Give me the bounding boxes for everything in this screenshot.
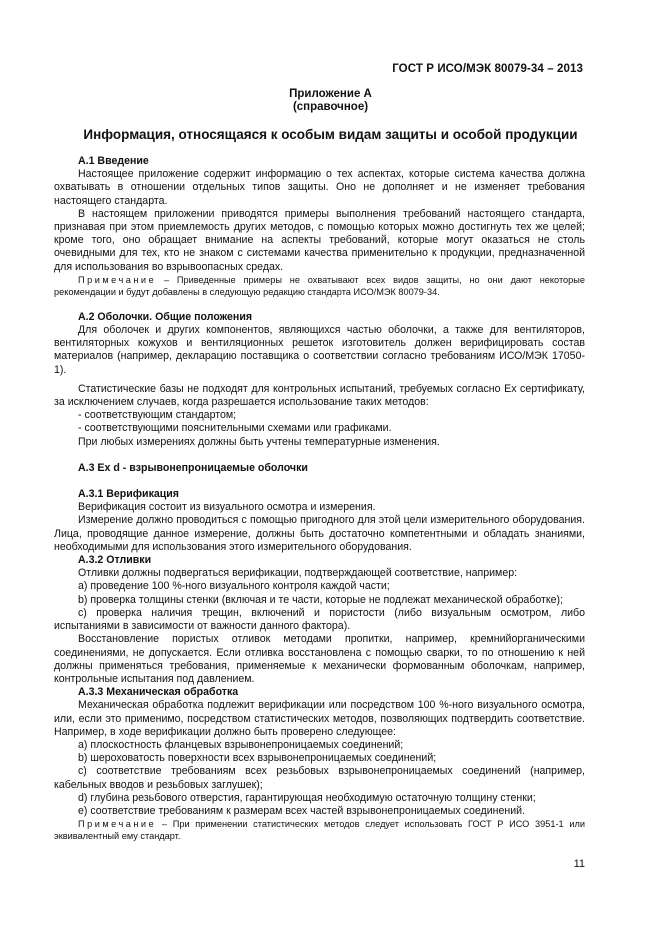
appendix-heading (0, 88, 661, 114)
section-a31-paragraph: Верификация состоит из визуального осмотра и измерения. (78, 501, 376, 514)
section-a2-heading: А.2 Оболочки. Общие положения (78, 310, 253, 323)
section-a1-heading: А.1 Введение (78, 155, 149, 167)
appendix-label: Приложение А (289, 88, 372, 100)
list-item: b) шероховатость поверхности всех взрывонепроницаемых соединений; (78, 752, 437, 765)
list-item: c) проверка наличия трещин, включений и пористости (либо визуальным осмотром, либо испытаниями в зависимости от важности данного фактора). (54, 606, 585, 633)
list-item: d) глубина резьбового отверстия, гарантирующая необходимую остаточную толщину стенки; (78, 791, 536, 804)
list-item: a) проведение 100 %-ного визуального контроля каждой части; (78, 580, 390, 593)
note-text: – Приведенные примеры не охватывают всех видов защиты, но они дают некоторые рекомендации и будут добавлены в следующую редакцию стандарта ИСО/МЭК 80079-34. (54, 274, 585, 297)
section-a32-paragraph: Отливки должны подвергаться верификации, подтверждающей соответствие, например: (78, 567, 518, 580)
section-a31-heading: А.3.1 Верификация (78, 488, 179, 501)
section-a2-paragraph: Для оболочек и других компонентов, являющихся частью оболочки, а также для вентиляторов, вентиляторных кожухов и вентиляционных решеток изготовитель должен верифицировать состав материалов (например, декларацию поставщика о соответствии согласно требованиям ИСО/МЭК 17050-1). (54, 324, 585, 376)
page-number: 11 (573, 858, 585, 870)
document-body (54, 155, 585, 842)
list-item: - соответствующими пояснительными схемами или графиками. (78, 422, 392, 435)
list-item: a) плоскостность фланцевых взрывонепроницаемых соединений; (78, 738, 404, 751)
list-item: b) проверка толщины стенки (включая и те части, которые не подлежат механической обработке); (78, 593, 564, 606)
list-item: - соответствующим стандартом; (78, 409, 237, 422)
section-a32-heading: А.3.2 Отливки (78, 554, 152, 567)
note-label: Примечание (78, 274, 157, 285)
section-a2-paragraph: При любых измерениях должны быть учтены температурные изменения. (78, 435, 440, 448)
standard-header: ГОСТ Р ИСО/МЭК 80079-34 – 2013 (392, 63, 583, 75)
note-label: Примечание (78, 819, 157, 830)
section-a1-paragraph: В настоящем приложении приводятся примеры выполнения требований настоящего стандарта, признавая при этом приемлемость других методов, с помощью которых можно достигнуть тех же целей; кроме того, оно обращает внимание на аспекты требований, которые могут оказаться не столь очевидными для тех, кто не знаком с системами качества применительно к продукции, предназначенной для использования во взрывоопасных средах. (54, 207, 585, 273)
section-a32-paragraph: Восстановление пористых отливок методами пропитки, например, кремнийорганическими соединениями, не допускается. Если отливка восстановлена с помощью сварки, то по отношению к ней должны применяться требования, применяемые к механически формованным оболочкам, например, контрольные испытания под давлением. (54, 633, 585, 685)
list-item: e) соответствие требованиям к размерам всех частей взрывонепроницаемых соединений. (78, 804, 526, 817)
note (54, 274, 585, 298)
section-a33-paragraph: Механическая обработка подлежит верификации или посредством 100 %-ного визуального осмотра, или, если это применимо, посредством статистических методов, позволяющих подтвердить соответствие. Например, в ходе верификации должно быть проверено следующее: (54, 699, 585, 738)
section-a1-paragraph: Настоящее приложение содержит информацию о тех аспектах, которые система качества должна охватывать в отношении отдельных типов защиты. Оно не дополняет и не изменяет требования настоящего стандарта. (54, 168, 585, 207)
section-a31-paragraph: Измерение должно проводиться с помощью пригодного для этой цели измерительного оборудования. Лица, проводящие данное измерение, должны быть достаточно компетентными и обладать знаниями, необходимыми для использования этого измерительного оборудования. (54, 514, 585, 553)
section-a3-heading: А.3 Ex d - взрывонепроницаемые оболочки (78, 461, 308, 474)
section-a2-paragraph: Статистические базы не подходят для контрольных испытаний, требуемых согласно Ex сертификату, за исключением случаев, когда разрешается использование таких методов: (54, 382, 585, 409)
page-title: Информация, относящаяся к особым видам защиты и особой продукции (83, 127, 578, 142)
appendix-type: (справочное) (292, 101, 369, 113)
section-a33-heading: А.3.3 Механическая обработка (78, 686, 239, 699)
note (54, 818, 585, 842)
list-item: c) соответствие требованиям всех резьбовых взрывонепроницаемых соединений (например, кабельных вводов и резьбовых заглушек); (54, 765, 585, 791)
note-text: – При применении статистических методов следует использовать ГОСТ Р ИСО 3951-1 или эквивалентный ему стандарт. (54, 819, 585, 842)
